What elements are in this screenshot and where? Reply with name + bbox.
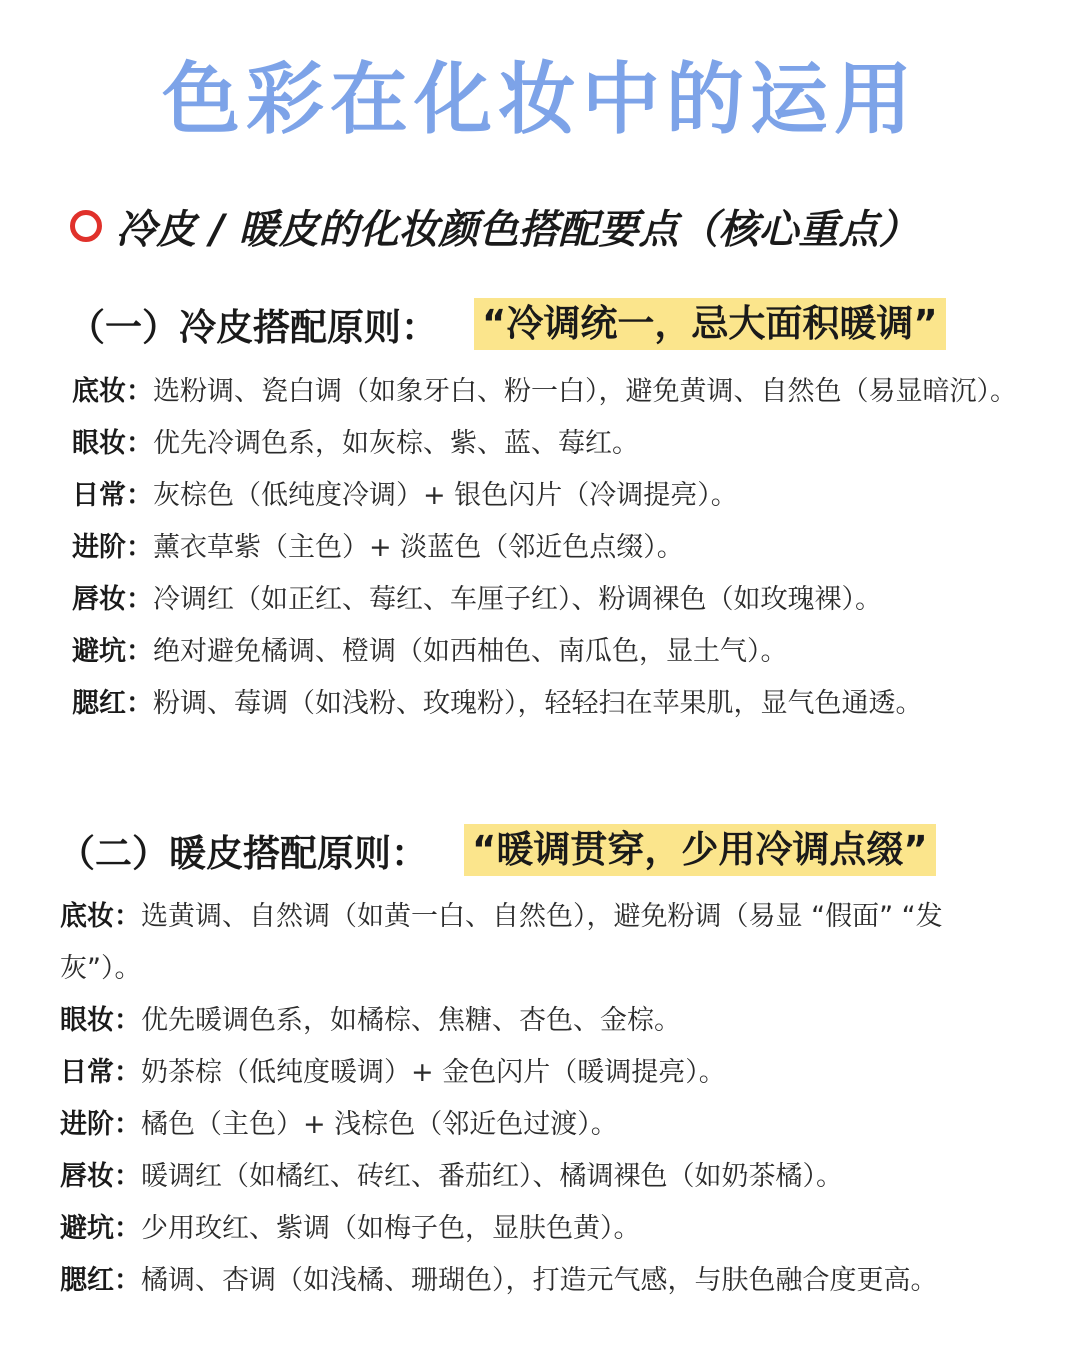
section-list-warm bbox=[60, 891, 1020, 1307]
list-item bbox=[72, 418, 1032, 470]
item-key: 腮红： bbox=[60, 1265, 141, 1296]
section-motto-highlight: “冷调统一，忌大面积暖调” bbox=[474, 298, 946, 350]
item-key: 眼妆： bbox=[72, 428, 153, 459]
item-key: 进阶： bbox=[60, 1109, 141, 1140]
list-item bbox=[60, 1151, 1020, 1203]
item-text: 灰棕色（低纯度冷调）+ 银色闪片（冷调提亮）。 bbox=[153, 480, 738, 511]
item-text: 橘调、杏调（如浅橘、珊瑚色），打造元气感，与肤色融合度更高。 bbox=[141, 1265, 938, 1296]
item-key: 进阶： bbox=[72, 532, 153, 563]
item-key: 唇妆： bbox=[60, 1161, 141, 1192]
section-motto-highlight: “暖调贯穿，少用冷调点缀” bbox=[464, 824, 936, 876]
item-text: 优先暖调色系，如橘棕、焦糖、杏色、金棕。 bbox=[141, 1005, 681, 1036]
item-text: 橘色（主色）+ 浅棕色（邻近色过渡）。 bbox=[141, 1109, 618, 1140]
list-item bbox=[60, 995, 1020, 1047]
item-key: 日常： bbox=[72, 480, 153, 511]
item-text: 奶茶棕（低纯度暖调）+ 金色闪片（暖调提亮）。 bbox=[141, 1057, 726, 1088]
list-item bbox=[60, 1047, 1020, 1099]
section-label: （二）暖皮搭配原则： bbox=[58, 832, 428, 875]
list-item bbox=[60, 1099, 1020, 1151]
section-heading-cool bbox=[68, 296, 946, 352]
list-item bbox=[72, 678, 1032, 730]
item-key: 眼妆： bbox=[60, 1005, 141, 1036]
item-key: 日常： bbox=[60, 1057, 141, 1088]
list-item bbox=[72, 366, 1032, 418]
item-text: 优先冷调色系，如灰棕、紫、蓝、莓红。 bbox=[153, 428, 639, 459]
item-text: 薰衣草紫（主色）+ 淡蓝色（邻近色点缀）。 bbox=[153, 532, 684, 563]
item-key: 避坑： bbox=[72, 636, 153, 667]
subtitle-text: 冷皮 / 暖皮的化妆颜色搭配要点（核心重点） bbox=[116, 206, 919, 253]
item-text: 选粉调、瓷白调（如象牙白、粉一白），避免黄调、自然色（易显暗沉）。 bbox=[153, 376, 1017, 407]
item-text: 绝对避免橘调、橙调（如西柚色、南瓜色，显土气）。 bbox=[153, 636, 788, 667]
subtitle bbox=[70, 196, 918, 256]
item-key: 腮红： bbox=[72, 688, 153, 719]
list-item bbox=[72, 626, 1032, 678]
item-key: 底妆： bbox=[60, 901, 141, 932]
page-title: 色彩在化妆中的运用 bbox=[161, 55, 918, 145]
section-label: （一）冷皮搭配原则： bbox=[68, 306, 438, 349]
list-item bbox=[72, 574, 1032, 626]
list-item bbox=[60, 1255, 1020, 1307]
list-item bbox=[72, 522, 1032, 574]
item-text: 少用玫红、紫调（如梅子色，显肤色黄）。 bbox=[141, 1213, 641, 1244]
red-circle-icon bbox=[70, 210, 102, 242]
item-text: 粉调、莓调（如浅粉、玫瑰粉），轻轻扫在苹果肌，显气色通透。 bbox=[153, 688, 923, 719]
item-key: 唇妆： bbox=[72, 584, 153, 615]
item-text: 暖调红（如橘红、砖红、番茄红）、橘调裸色（如奶茶橘）。 bbox=[141, 1161, 843, 1192]
item-text: 冷调红（如正红、莓红、车厘子红）、粉调裸色（如玫瑰裸）。 bbox=[153, 584, 882, 615]
item-key: 避坑： bbox=[60, 1213, 141, 1244]
list-item bbox=[60, 891, 1020, 995]
item-key: 底妆： bbox=[72, 376, 153, 407]
section-list-cool bbox=[72, 366, 1032, 730]
item-text: 选黄调、自然调（如黄一白、自然色），避免粉调（易显 “假面” “发灰”）。 bbox=[60, 901, 943, 984]
list-item bbox=[72, 470, 1032, 522]
section-heading-warm bbox=[58, 822, 936, 878]
list-item bbox=[60, 1203, 1020, 1255]
